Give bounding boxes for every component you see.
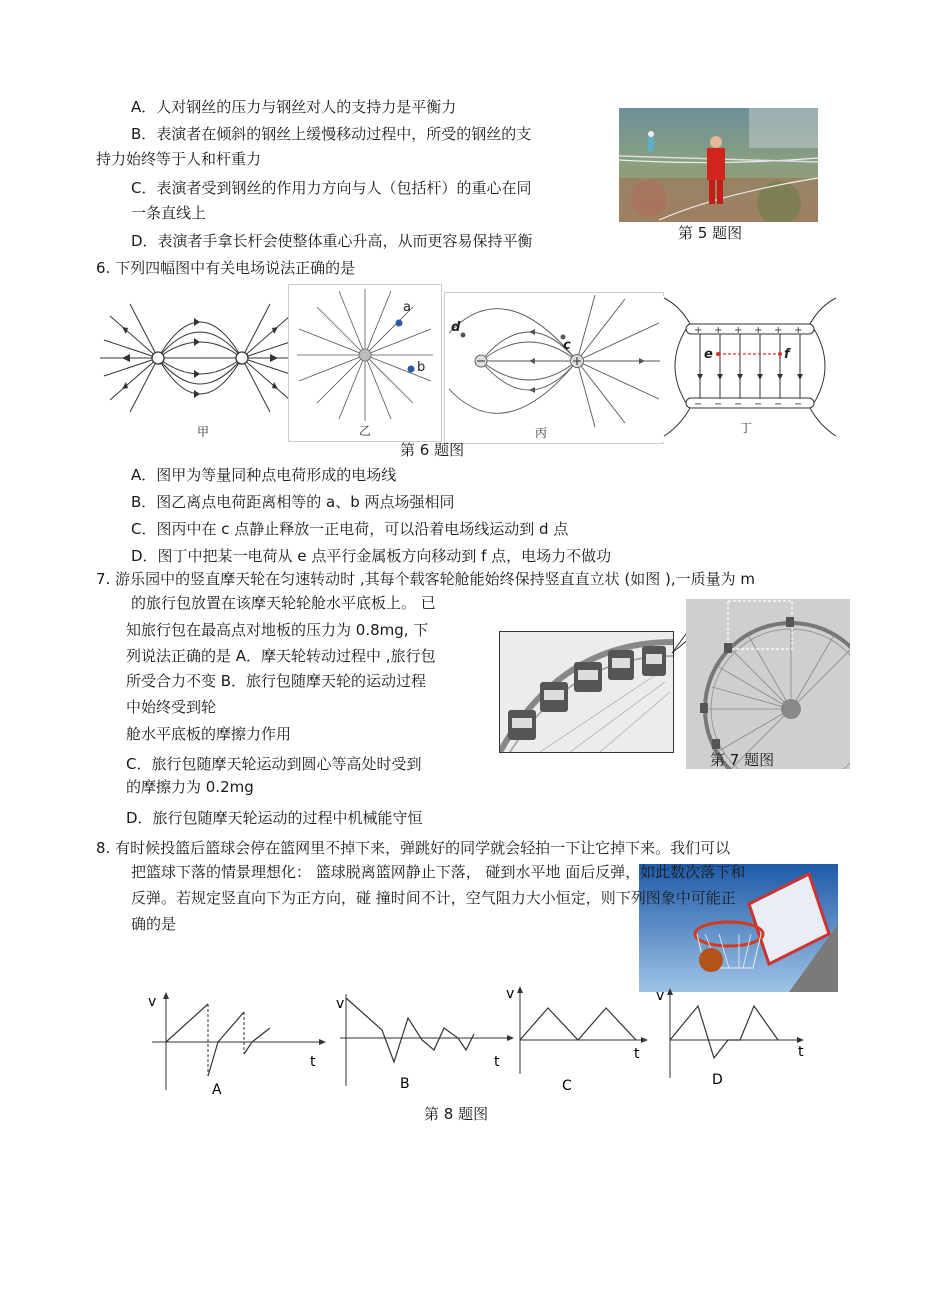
field-diagram-ding — [660, 296, 838, 442]
label-f: f — [784, 347, 790, 362]
svg-text:−: − — [754, 399, 763, 410]
svg-text:−: − — [714, 399, 723, 410]
svg-text:−: − — [694, 399, 703, 410]
q8-stem-line3: 反弹。若规定竖直向下为正方向，碰 撞时间不计，空气阻力大小恒定，则下列图象中可能正 — [131, 889, 736, 907]
q6-option-d: D．图丁中把某一电荷从 e 点平行金属板方向移动到 f 点，电场力不做功 — [131, 547, 612, 565]
field-diagram-jia — [100, 296, 300, 442]
graph-c-option-label: C — [562, 1078, 572, 1094]
vt-graph-c — [504, 984, 654, 1094]
field-diagram-yi — [288, 284, 442, 442]
vt-graph-a — [146, 990, 328, 1100]
q8-stem-line4: 确的是 — [131, 915, 177, 933]
label-jia: 甲 — [197, 425, 210, 439]
graph-a-t-label: t — [310, 1054, 316, 1070]
q5-figure-caption: 第 5 题图 — [678, 224, 743, 242]
svg-text:+: + — [754, 325, 763, 336]
label-d: d — [451, 320, 461, 335]
basketball-hoop-photo — [639, 864, 838, 992]
svg-text:+: + — [734, 325, 743, 336]
vt-graph-d — [654, 984, 812, 1094]
q7-stem-line1: 7. 游乐园中的竖直摩天轮在匀速转动时 ,其每个载客轮舱能始终保持竖直直立状 (如图 ),一质量为 m — [96, 570, 756, 588]
q6-option-c: C．图丙中在 c 点静止释放一正电荷，可以沿着电场线运动到 d 点 — [131, 520, 569, 538]
q7-stem-line6: 中始终受到轮 — [126, 698, 217, 716]
graph-b-t-label: t — [494, 1054, 500, 1070]
label-bing: 丙 — [535, 426, 548, 440]
q8-figure-caption: 第 8 题图 — [424, 1105, 489, 1123]
q6-stem: 6. 下列四幅图中有关电场说法正确的是 — [96, 259, 356, 277]
svg-text:+: + — [714, 325, 723, 336]
q8-stem-line1: 8. 有时候投篮后篮球会停在篮网里不掉下来，弹跳好的同学就会轻拍一下让它掉下来。我们可以 — [96, 839, 731, 857]
q7-stem-line2: 的旅行包放置在该摩天轮轮舱水平底板上。 已 — [131, 594, 436, 612]
svg-text:−: − — [774, 399, 783, 410]
q7-stem-line7: 舱水平底板的摩擦力作用 — [126, 725, 292, 743]
graph-d-t-label: t — [798, 1044, 804, 1060]
q7-option-c-line1: C．旅行包随摩天轮运动到圆心等高处时受到 — [126, 755, 422, 773]
ferris-wheel-photo — [686, 599, 850, 769]
vt-graph-b — [334, 990, 514, 1090]
graph-a-option-label: A — [212, 1082, 222, 1098]
label-c: c — [563, 338, 571, 353]
graph-d-v-label: v — [656, 988, 665, 1004]
q7-stem-line3: 知旅行包在最高点对地板的压力为 0.8mg, 下 — [126, 621, 429, 639]
q5-option-b-line1: B．表演者在倾斜的钢丝上缓慢移动过程中，所受的钢丝的支 — [131, 125, 532, 143]
q7-option-c-line2: 的摩擦力为 0.2mg — [126, 778, 254, 796]
q5-option-a: A．人对钢丝的压力与钢丝对人的支持力是平衡力 — [131, 98, 457, 116]
graph-b-v-label: v — [336, 996, 345, 1012]
ferris-wheel-closeup-photo — [499, 631, 674, 753]
label-b: b — [417, 360, 426, 375]
q6-figure-caption: 第 6 题图 — [400, 441, 465, 459]
q7-figure-caption: 第 7 题图 — [710, 751, 775, 769]
q5-option-c-line2: 一条直线上 — [131, 204, 207, 222]
graph-c-v-label: v — [506, 986, 515, 1002]
svg-text:+: + — [794, 325, 803, 336]
field-diagram-bing — [444, 292, 664, 444]
q7-stem-line5: 所受合力不变 B．旅行包随摩天轮的运动过程 — [126, 672, 427, 690]
svg-text:+: + — [694, 325, 703, 336]
q7-option-d: D．旅行包随摩天轮运动的过程中机械能守恒 — [126, 809, 423, 827]
svg-text:+: + — [774, 325, 783, 336]
graph-d-option-label: D — [712, 1072, 723, 1088]
svg-text:−: − — [734, 399, 743, 410]
graph-c-t-label: t — [634, 1046, 640, 1062]
tightrope-photo — [619, 108, 818, 222]
graph-a-v-label: v — [148, 994, 157, 1010]
q5-option-c-line1: C．表演者受到钢丝的作用力方向与人（包括杆）的重心在同 — [131, 179, 532, 197]
q8-stem-line2: 把篮球下落的情景理想化： 篮球脱离篮网静止下落， 碰到水平地 面后反弹，如此数次落下和 — [131, 863, 746, 881]
label-e: e — [704, 347, 713, 362]
label-a: a — [403, 300, 411, 315]
label-ding: 丁 — [740, 421, 753, 435]
label-yi: 乙 — [359, 424, 372, 438]
q6-option-a: A．图甲为等量同种点电荷形成的电场线 — [131, 466, 397, 484]
graph-b-option-label: B — [400, 1076, 410, 1090]
q5-option-d: D．表演者手拿长杆会使整体重心升高，从而更容易保持平衡 — [131, 232, 533, 250]
q7-stem-line4: 列说法正确的是 A．摩天轮转动过程中 ,旅行包 — [126, 647, 436, 665]
svg-text:−: − — [794, 399, 803, 410]
q5-option-b-line2: 持力始终等于人和杆重力 — [96, 150, 262, 168]
q6-option-b: B．图乙离点电荷距离相等的 a、b 两点场强相同 — [131, 493, 455, 511]
